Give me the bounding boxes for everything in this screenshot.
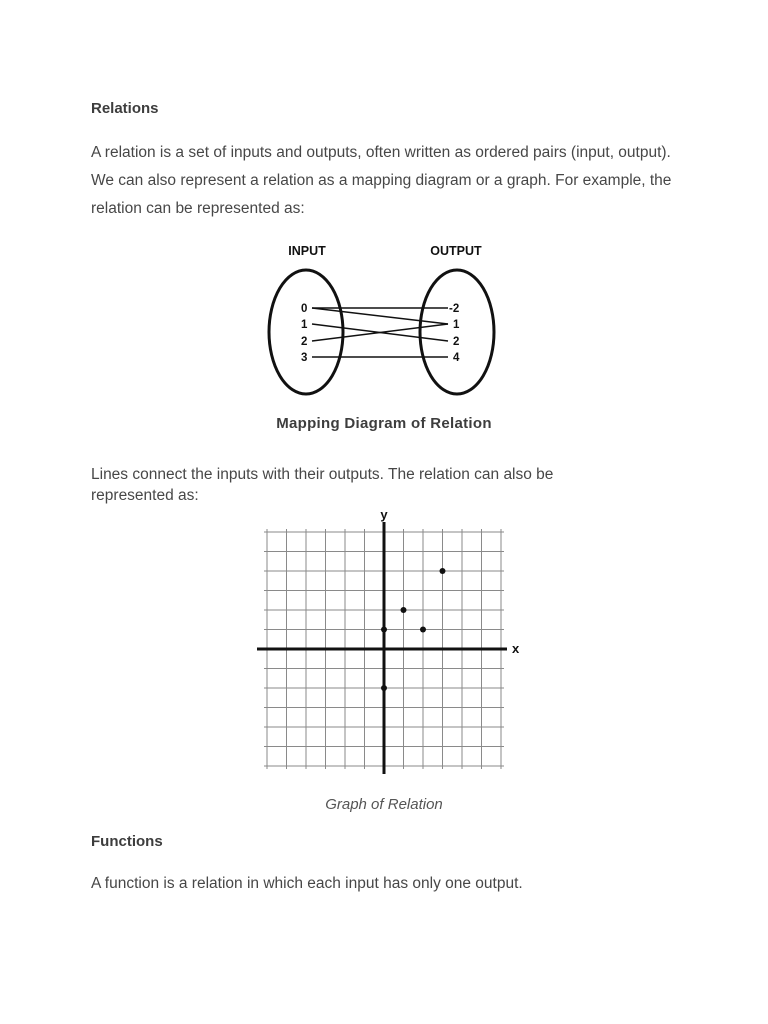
input-value-0: 0 <box>301 303 308 315</box>
input-label: INPUT <box>288 244 326 258</box>
input-value-3: 3 <box>301 352 308 364</box>
lines-connect-text: Lines connect the inputs with their outputs. The relation can also be represented as: <box>91 466 554 504</box>
mapping-diagram <box>255 236 515 406</box>
data-point <box>381 685 387 691</box>
mapping-line <box>312 308 448 324</box>
functions-heading: Functions <box>91 833 163 850</box>
input-value-2: 2 <box>301 336 308 348</box>
y-axis-label: y <box>380 507 388 522</box>
input-value-1: 1 <box>301 319 308 331</box>
output-value-3: 4 <box>453 352 460 364</box>
mapping-arrows <box>312 308 448 357</box>
relations-intro-text: A relation is a set of inputs and outputs, often written as ordered pairs (input, output). We can also represent a relation as a mapping diagram or a graph. For example, the relation can be represented as: <box>91 144 672 217</box>
output-ellipse <box>420 270 494 394</box>
relation-graph <box>250 500 530 785</box>
output-value-2: 2 <box>453 336 460 348</box>
graph-axes <box>257 522 507 774</box>
data-point <box>381 627 387 633</box>
output-value-0: -2 <box>449 303 460 315</box>
x-axis-label: x <box>512 641 520 656</box>
mapping-diagram-caption: Mapping Diagram of Relation <box>276 415 492 432</box>
relations-heading: Relations <box>91 100 159 117</box>
data-point <box>420 627 426 633</box>
input-ellipse <box>269 270 343 394</box>
graph-caption: Graph of Relation <box>325 796 443 813</box>
output-value-1: 1 <box>453 319 460 331</box>
output-label: OUTPUT <box>430 244 482 258</box>
functions-text: A function is a relation in which each input has only one output. <box>91 875 523 892</box>
data-point <box>440 568 446 574</box>
data-point <box>401 607 407 613</box>
